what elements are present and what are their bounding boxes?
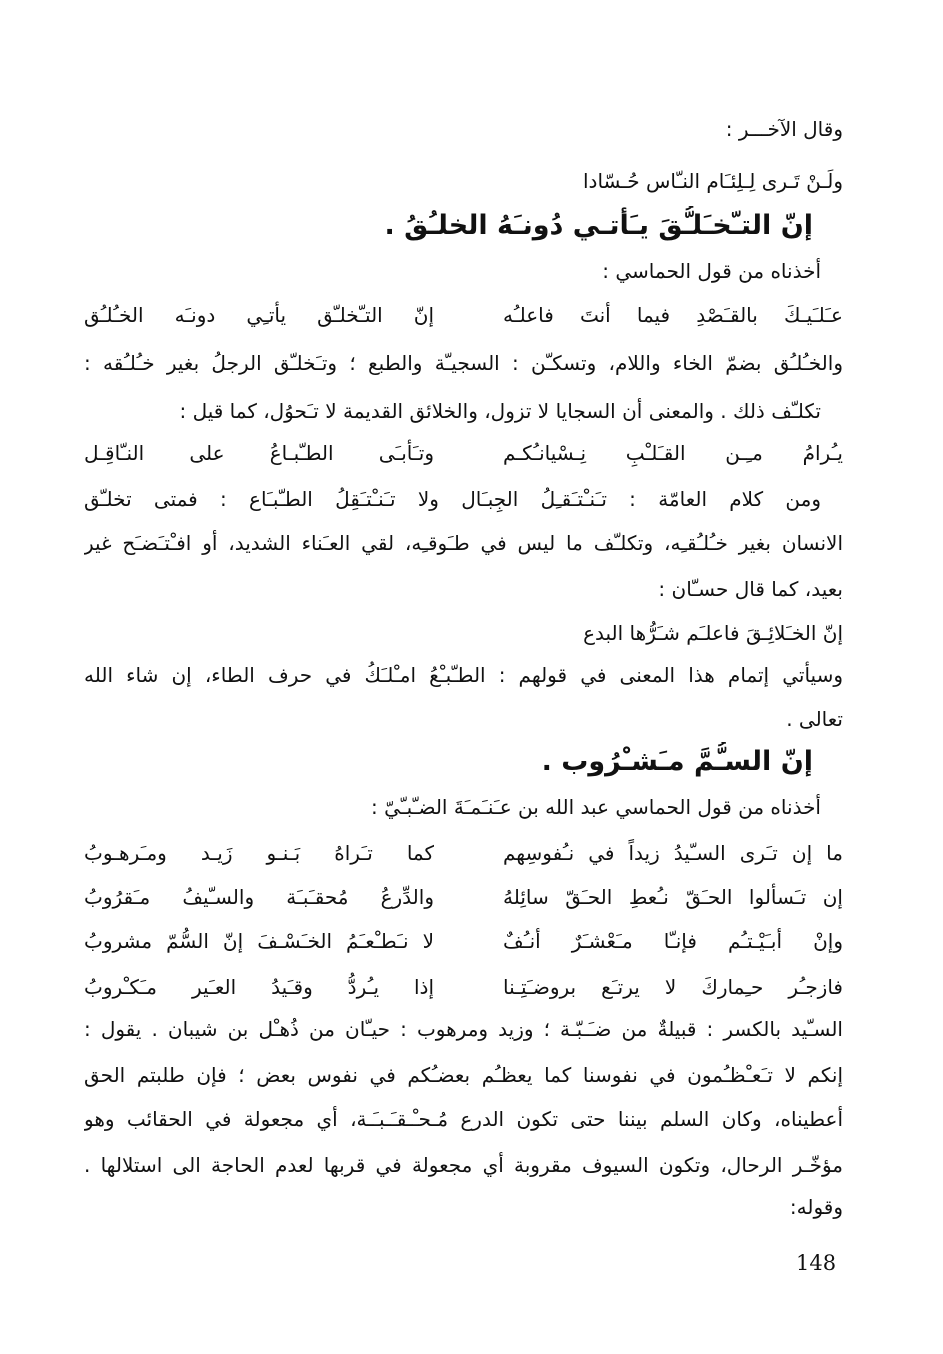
proverb-heading: إنّ التـّخـَلـُّقَ يـَأتـي دُونـَهُ الخلـُقُ . (384, 210, 813, 241)
verse-second-hemistich: إنّ التـّخلـّق يأتـِي دونـَه الخـُلـُق (84, 303, 434, 327)
text-line: أخذناه من قول الحماسي : (602, 259, 821, 283)
poem-verse (84, 880, 843, 914)
text-line: وسيأتي إتمام هذا المعنى في قولهم : الطـّبـْعُ امـْلـَكُ في حرف الطاء، إن شاء الله (84, 663, 843, 687)
proverb-heading: إنّ السـُّمَّ مـَشـْرُوب . (541, 746, 813, 777)
page-number: 148 (796, 1251, 837, 1275)
text-line: وقال الآخـــر : (725, 117, 843, 141)
verse-quote: ولَـنْ تَـرى لِـلِئـَام النـّاس حُـسّادا (583, 169, 843, 193)
verse-quote: إنّ الخـَلائِـقَ فاعلـَم شـَرُّها البدع (583, 621, 843, 645)
text-line: والخـُلـُق بضمّ الخاء واللام، وتسكـّن : السجيـّة والطبع ؛ وتـَخلـّق الرجلُ بغير خـُلـُقه : (84, 351, 843, 375)
poem-verse (84, 924, 843, 958)
poem-verse (84, 298, 843, 332)
verse-first-hemistich: إن تـَسألوا الحـَقّ نـُعطِ الحـَقّ سائِلهُ (503, 885, 843, 909)
verse-first-hemistich: ما إن تـَرى السـّيدُ زيداً في نـُفوسِهم (503, 841, 843, 865)
verse-first-hemistich: عـَلـَيـكَ بالقـَصْدِ فيما أنتَ فاعلـُه (503, 303, 843, 327)
verse-second-hemistich: إذا يـُردُّ وقـَيدُ العـَير مـَكـْروبُ (84, 975, 434, 999)
text-line: تكلـّف ذلك . والمعنى أن السجايا لا تزول، والخلائق القديمة لا تـَحوُل، كما قيل : (179, 399, 821, 423)
verse-second-hemistich: كما تـَراهُ بَـنـو زَيـد ومـَرهـوبُ (84, 841, 434, 865)
verse-first-hemistich: فازجـُر حـِماركَ لا يرتـَع بروضـَتِـنا (503, 975, 843, 999)
text-line: ومن كلام العامّة : تـَنـْتـَقـِلُ الجِبـَال ولا تـَنـْتـَقِلُ الطـّبـَاع : فمتى تخلـّق (84, 487, 821, 511)
verse-second-hemistich: والدِّرعُ مُحقـَبـَة والسـّيفُ مـَقرُوبُ (84, 885, 434, 909)
verse-first-hemistich: وإنْ أبـَيْـتـُم فإنـّا مـَعْشـَرٌ أنـُفٌ (503, 929, 843, 953)
poem-verse (84, 970, 843, 1004)
poem-verse (84, 436, 843, 470)
poem-verse (84, 836, 843, 870)
text-line: السـّيد بالكسر : قبيلةٌ من ضـَـبّـة ؛ وزيد ومرهوب : حيـّان من ذُهـْل بن شيبان . يقول : (84, 1017, 843, 1041)
verse-first-hemistich: يـُرامُ مـِـن القـَلـْبِ نِـسْيانـُكـم (503, 441, 843, 465)
text-line: بعيد، كما قال حسـّان : (658, 577, 843, 601)
verse-second-hemistich: وتـَأبـَى الطـّبـاعُ على النـّاقِـل (84, 441, 434, 465)
text-line: أعطيناه، وكان السلم بيننا حتى تكون الدرع مُـحـْـقـَـبـَـة، أي مجعولة في الحقائب وهو (84, 1107, 843, 1131)
text-line: مؤخّـر الرحال، وتكون السيوف مقروبة أي مجعولة في قربها لعدم الحاجة الى استلالها . (84, 1153, 843, 1177)
text-line: أخذناه من قول الحماسي عبد الله بن عـَنـَمـَةَ الضـّبـّيّ : (370, 795, 821, 819)
text-line: وقوله: (789, 1195, 843, 1219)
text-line: تعالى . (786, 707, 843, 731)
text-line: إنكم لا تـَعـْظـُمون في نفوسنا كما يعظـُم بعضـُكم في نفوس بعض ؛ فإن طلبتم الحق (84, 1063, 843, 1087)
text-line: الانسان بغير خـُلـُقـِه، وتكلـّف ما ليس في طـَوقـِه، لقي العـَناء الشديد، أو افـْتـَضـَح غير (84, 531, 843, 555)
verse-second-hemistich: لا نـَطـْعـَمُ الخـَسْـفَ إنّ السُّمّ مشروبُ (84, 929, 434, 953)
